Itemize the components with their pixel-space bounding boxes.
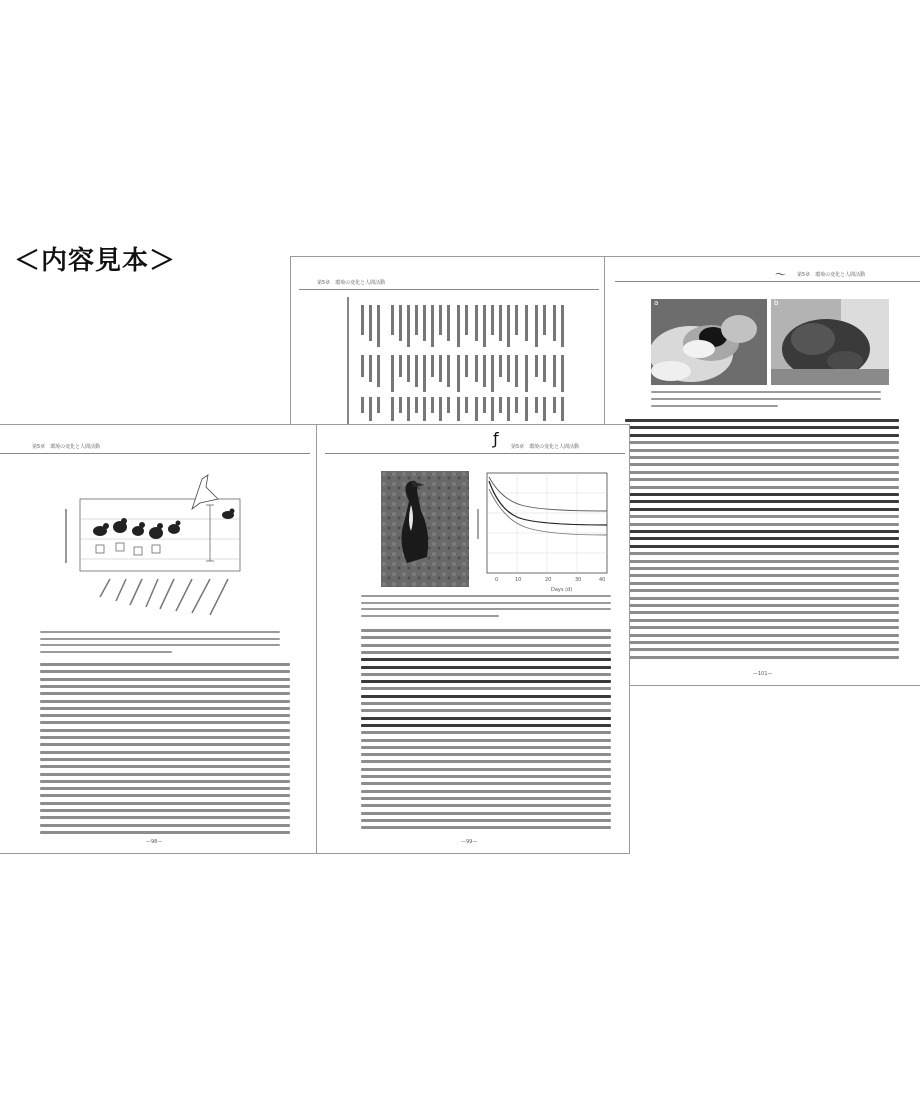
text-line bbox=[40, 651, 172, 653]
text-line bbox=[361, 629, 611, 632]
text-line bbox=[361, 651, 611, 654]
text-line bbox=[361, 760, 611, 763]
text-line bbox=[361, 615, 499, 617]
text-line bbox=[625, 493, 899, 496]
text-line bbox=[40, 824, 290, 827]
text-line bbox=[40, 794, 290, 797]
text-line bbox=[361, 658, 611, 661]
text-line bbox=[40, 787, 290, 790]
table-cell-text bbox=[361, 355, 364, 377]
text-line bbox=[625, 508, 899, 511]
table-cell-text bbox=[415, 397, 418, 413]
table-cell-text bbox=[447, 355, 450, 387]
table-cell-text bbox=[415, 305, 418, 335]
table-cell-text bbox=[391, 355, 394, 392]
decay-chart bbox=[473, 469, 613, 595]
text-line bbox=[40, 721, 290, 724]
table-cell-text bbox=[377, 355, 380, 387]
page-bottom-right bbox=[316, 424, 630, 854]
text-line bbox=[361, 753, 611, 756]
bird-photo-b bbox=[771, 299, 889, 385]
table-cell-text bbox=[447, 305, 450, 341]
table-cell-text bbox=[391, 305, 394, 335]
text-line bbox=[40, 638, 280, 640]
table-cell-text bbox=[407, 355, 410, 382]
text-line bbox=[361, 746, 611, 749]
table-cell-text bbox=[431, 305, 434, 347]
text-line bbox=[40, 758, 290, 761]
table-cell-text bbox=[515, 305, 518, 335]
table-cell-text bbox=[561, 305, 564, 347]
table-cell-text bbox=[423, 355, 426, 392]
table-cell-text bbox=[407, 305, 410, 347]
text-line bbox=[651, 391, 881, 393]
text-line bbox=[40, 714, 290, 717]
table-cell-text bbox=[465, 355, 468, 377]
table-cell-text bbox=[415, 355, 418, 387]
photo-a bbox=[651, 299, 767, 385]
text-line bbox=[361, 602, 611, 604]
text-line bbox=[625, 582, 899, 585]
table-cell-text bbox=[491, 397, 494, 421]
table-cell-text bbox=[543, 397, 546, 421]
table-cell-text bbox=[543, 355, 546, 382]
text-line bbox=[361, 812, 611, 815]
text-line bbox=[625, 515, 899, 518]
cormorant-image bbox=[381, 471, 469, 587]
text-line bbox=[625, 589, 899, 592]
header-rule bbox=[615, 281, 920, 282]
text-line bbox=[361, 636, 611, 639]
text-line bbox=[625, 434, 899, 437]
text-line bbox=[625, 500, 899, 503]
text-line bbox=[625, 530, 899, 533]
table-cell-text bbox=[391, 397, 394, 421]
photo-b bbox=[771, 299, 889, 385]
text-line bbox=[40, 802, 290, 805]
text-line bbox=[361, 804, 611, 807]
text-line bbox=[625, 463, 899, 466]
text-line bbox=[361, 687, 611, 690]
table-cell-text bbox=[457, 355, 460, 392]
text-line bbox=[625, 441, 899, 444]
table-cell-text bbox=[499, 305, 502, 341]
table-cell-text bbox=[507, 397, 510, 421]
table-cell-text bbox=[377, 397, 380, 413]
text-line bbox=[625, 545, 899, 548]
table-cell-text bbox=[475, 355, 478, 382]
text-line bbox=[361, 739, 611, 742]
text-line bbox=[361, 695, 611, 698]
table-cell-text bbox=[399, 397, 402, 413]
table-cell-text bbox=[423, 397, 426, 421]
text-line bbox=[361, 644, 611, 647]
text-line bbox=[40, 685, 290, 688]
text-line bbox=[40, 736, 290, 739]
header-rule bbox=[325, 453, 625, 454]
photo-label-a: a bbox=[654, 299, 659, 307]
text-line bbox=[361, 782, 611, 785]
text-line bbox=[40, 780, 290, 783]
table-cell-text bbox=[507, 355, 510, 382]
text-line bbox=[40, 773, 290, 776]
header-rule bbox=[0, 453, 310, 454]
text-line bbox=[361, 775, 611, 778]
table-cell-text bbox=[457, 305, 460, 347]
table-cell-text bbox=[499, 355, 502, 377]
table-cell-text bbox=[499, 397, 502, 413]
text-line bbox=[361, 826, 611, 829]
text-line bbox=[40, 831, 290, 834]
text-line bbox=[625, 619, 899, 622]
table-cell-text bbox=[515, 355, 518, 387]
table-cell-text bbox=[457, 397, 460, 421]
text-line bbox=[625, 560, 899, 563]
text-line bbox=[40, 765, 290, 768]
text-line bbox=[40, 678, 290, 681]
table-cell-text bbox=[399, 305, 402, 341]
table-cell-text bbox=[475, 397, 478, 421]
text-line bbox=[625, 478, 899, 481]
table-cell-text bbox=[369, 397, 372, 421]
table-cell-text bbox=[377, 305, 380, 347]
text-line bbox=[361, 680, 611, 683]
text-line bbox=[361, 673, 611, 676]
text-line bbox=[625, 456, 899, 459]
text-line bbox=[361, 768, 611, 771]
ornament-icon: 〜 bbox=[775, 268, 786, 281]
text-line bbox=[625, 523, 899, 526]
evolution-figure bbox=[60, 469, 250, 619]
text-line bbox=[625, 648, 899, 651]
table-rule bbox=[347, 297, 349, 425]
running-header: 第5章 環境の変化と人間活動 bbox=[317, 280, 386, 286]
text-line bbox=[625, 449, 899, 452]
text-line bbox=[651, 405, 778, 407]
table-cell-text bbox=[525, 397, 528, 421]
table-cell-text bbox=[483, 355, 486, 387]
bird-photo-a bbox=[651, 299, 767, 385]
text-line bbox=[40, 670, 290, 673]
table-cell-text bbox=[553, 305, 556, 341]
text-line bbox=[361, 790, 611, 793]
table-cell-text bbox=[361, 305, 364, 335]
text-line bbox=[625, 567, 899, 570]
text-line bbox=[625, 656, 899, 659]
table-cell-text bbox=[515, 397, 518, 413]
bird-ornament-icon: ƒ bbox=[493, 429, 499, 448]
table-cell-text bbox=[369, 305, 372, 341]
text-line bbox=[40, 809, 290, 812]
text-line bbox=[625, 552, 899, 555]
text-line bbox=[40, 751, 290, 754]
text-line bbox=[40, 729, 290, 732]
table-cell-text bbox=[561, 397, 564, 421]
table-cell-text bbox=[439, 305, 442, 335]
table-cell-text bbox=[407, 397, 410, 421]
text-line bbox=[625, 604, 899, 607]
page-number: —99— bbox=[461, 839, 478, 845]
text-line bbox=[625, 471, 899, 474]
table-cell-text bbox=[535, 397, 538, 413]
text-line bbox=[361, 731, 611, 734]
running-header: 第5章 環境の変化と人間活動 bbox=[511, 444, 580, 450]
table-cell-text bbox=[483, 305, 486, 347]
table-cell-text bbox=[525, 355, 528, 392]
text-line bbox=[40, 692, 290, 695]
page-top-right bbox=[604, 256, 920, 686]
table-cell-text bbox=[483, 397, 486, 413]
text-line bbox=[625, 626, 899, 629]
text-line bbox=[625, 419, 899, 422]
running-header: 第5章 環境の変化と人間活動 bbox=[32, 444, 101, 450]
cormorant-photo bbox=[381, 471, 469, 587]
text-line bbox=[361, 717, 611, 720]
table-cell-text bbox=[431, 355, 434, 377]
header-rule bbox=[299, 289, 599, 290]
text-line bbox=[361, 819, 611, 822]
sample-heading: ＜内容見本＞ bbox=[14, 246, 177, 276]
text-line bbox=[40, 631, 280, 633]
table-cell-text bbox=[361, 397, 364, 413]
chart-x-axis-label: Days (d) bbox=[551, 587, 573, 593]
table-cell-text bbox=[439, 397, 442, 421]
table-cell-text bbox=[543, 305, 546, 335]
photo-label-b: b bbox=[774, 299, 779, 307]
table-cell-text bbox=[535, 355, 538, 377]
table-cell-text bbox=[439, 355, 442, 382]
text-line bbox=[361, 709, 611, 712]
text-line bbox=[361, 595, 611, 597]
table-cell-text bbox=[535, 305, 538, 347]
table-cell-text bbox=[465, 397, 468, 413]
table-cell-text bbox=[553, 397, 556, 413]
text-line bbox=[361, 608, 611, 610]
text-line bbox=[625, 574, 899, 577]
table-cell-text bbox=[423, 305, 426, 341]
text-line bbox=[40, 743, 290, 746]
text-line bbox=[625, 634, 899, 637]
text-line bbox=[361, 724, 611, 727]
text-line bbox=[361, 666, 611, 669]
svg-text:30: 30 bbox=[575, 577, 582, 583]
text-line bbox=[40, 663, 290, 666]
table-cell-text bbox=[475, 305, 478, 341]
text-line bbox=[625, 597, 899, 600]
table-cell-text bbox=[491, 355, 494, 392]
table-cell-text bbox=[465, 305, 468, 335]
table-cell-text bbox=[431, 397, 434, 413]
text-line bbox=[625, 486, 899, 489]
text-line bbox=[625, 611, 899, 614]
text-line bbox=[40, 700, 290, 703]
table-cell-text bbox=[369, 355, 372, 382]
text-line bbox=[625, 641, 899, 644]
table-cell-text bbox=[525, 305, 528, 341]
text-line bbox=[40, 816, 290, 819]
text-line bbox=[40, 644, 280, 646]
svg-text:0: 0 bbox=[495, 577, 499, 583]
page-number: —98— bbox=[146, 839, 163, 845]
text-line bbox=[651, 398, 881, 400]
text-line bbox=[361, 702, 611, 705]
text-line bbox=[40, 707, 290, 710]
table-cell-text bbox=[507, 305, 510, 347]
table-cell-text bbox=[561, 355, 564, 392]
svg-text:20: 20 bbox=[545, 577, 552, 583]
table-cell-text bbox=[553, 355, 556, 387]
page-top-middle bbox=[290, 256, 608, 426]
table-cell-text bbox=[491, 305, 494, 335]
page-number: —101— bbox=[753, 671, 773, 677]
table-cell-text bbox=[447, 397, 450, 413]
text-line bbox=[625, 537, 899, 540]
running-header: 第5章 環境の変化と人間活動 bbox=[797, 272, 866, 278]
table-cell-text bbox=[399, 355, 402, 377]
svg-text:40: 40 bbox=[599, 577, 606, 583]
text-line bbox=[361, 797, 611, 800]
text-line bbox=[625, 426, 899, 429]
page-bottom-left bbox=[0, 424, 318, 854]
svg-text:10: 10 bbox=[515, 577, 522, 583]
